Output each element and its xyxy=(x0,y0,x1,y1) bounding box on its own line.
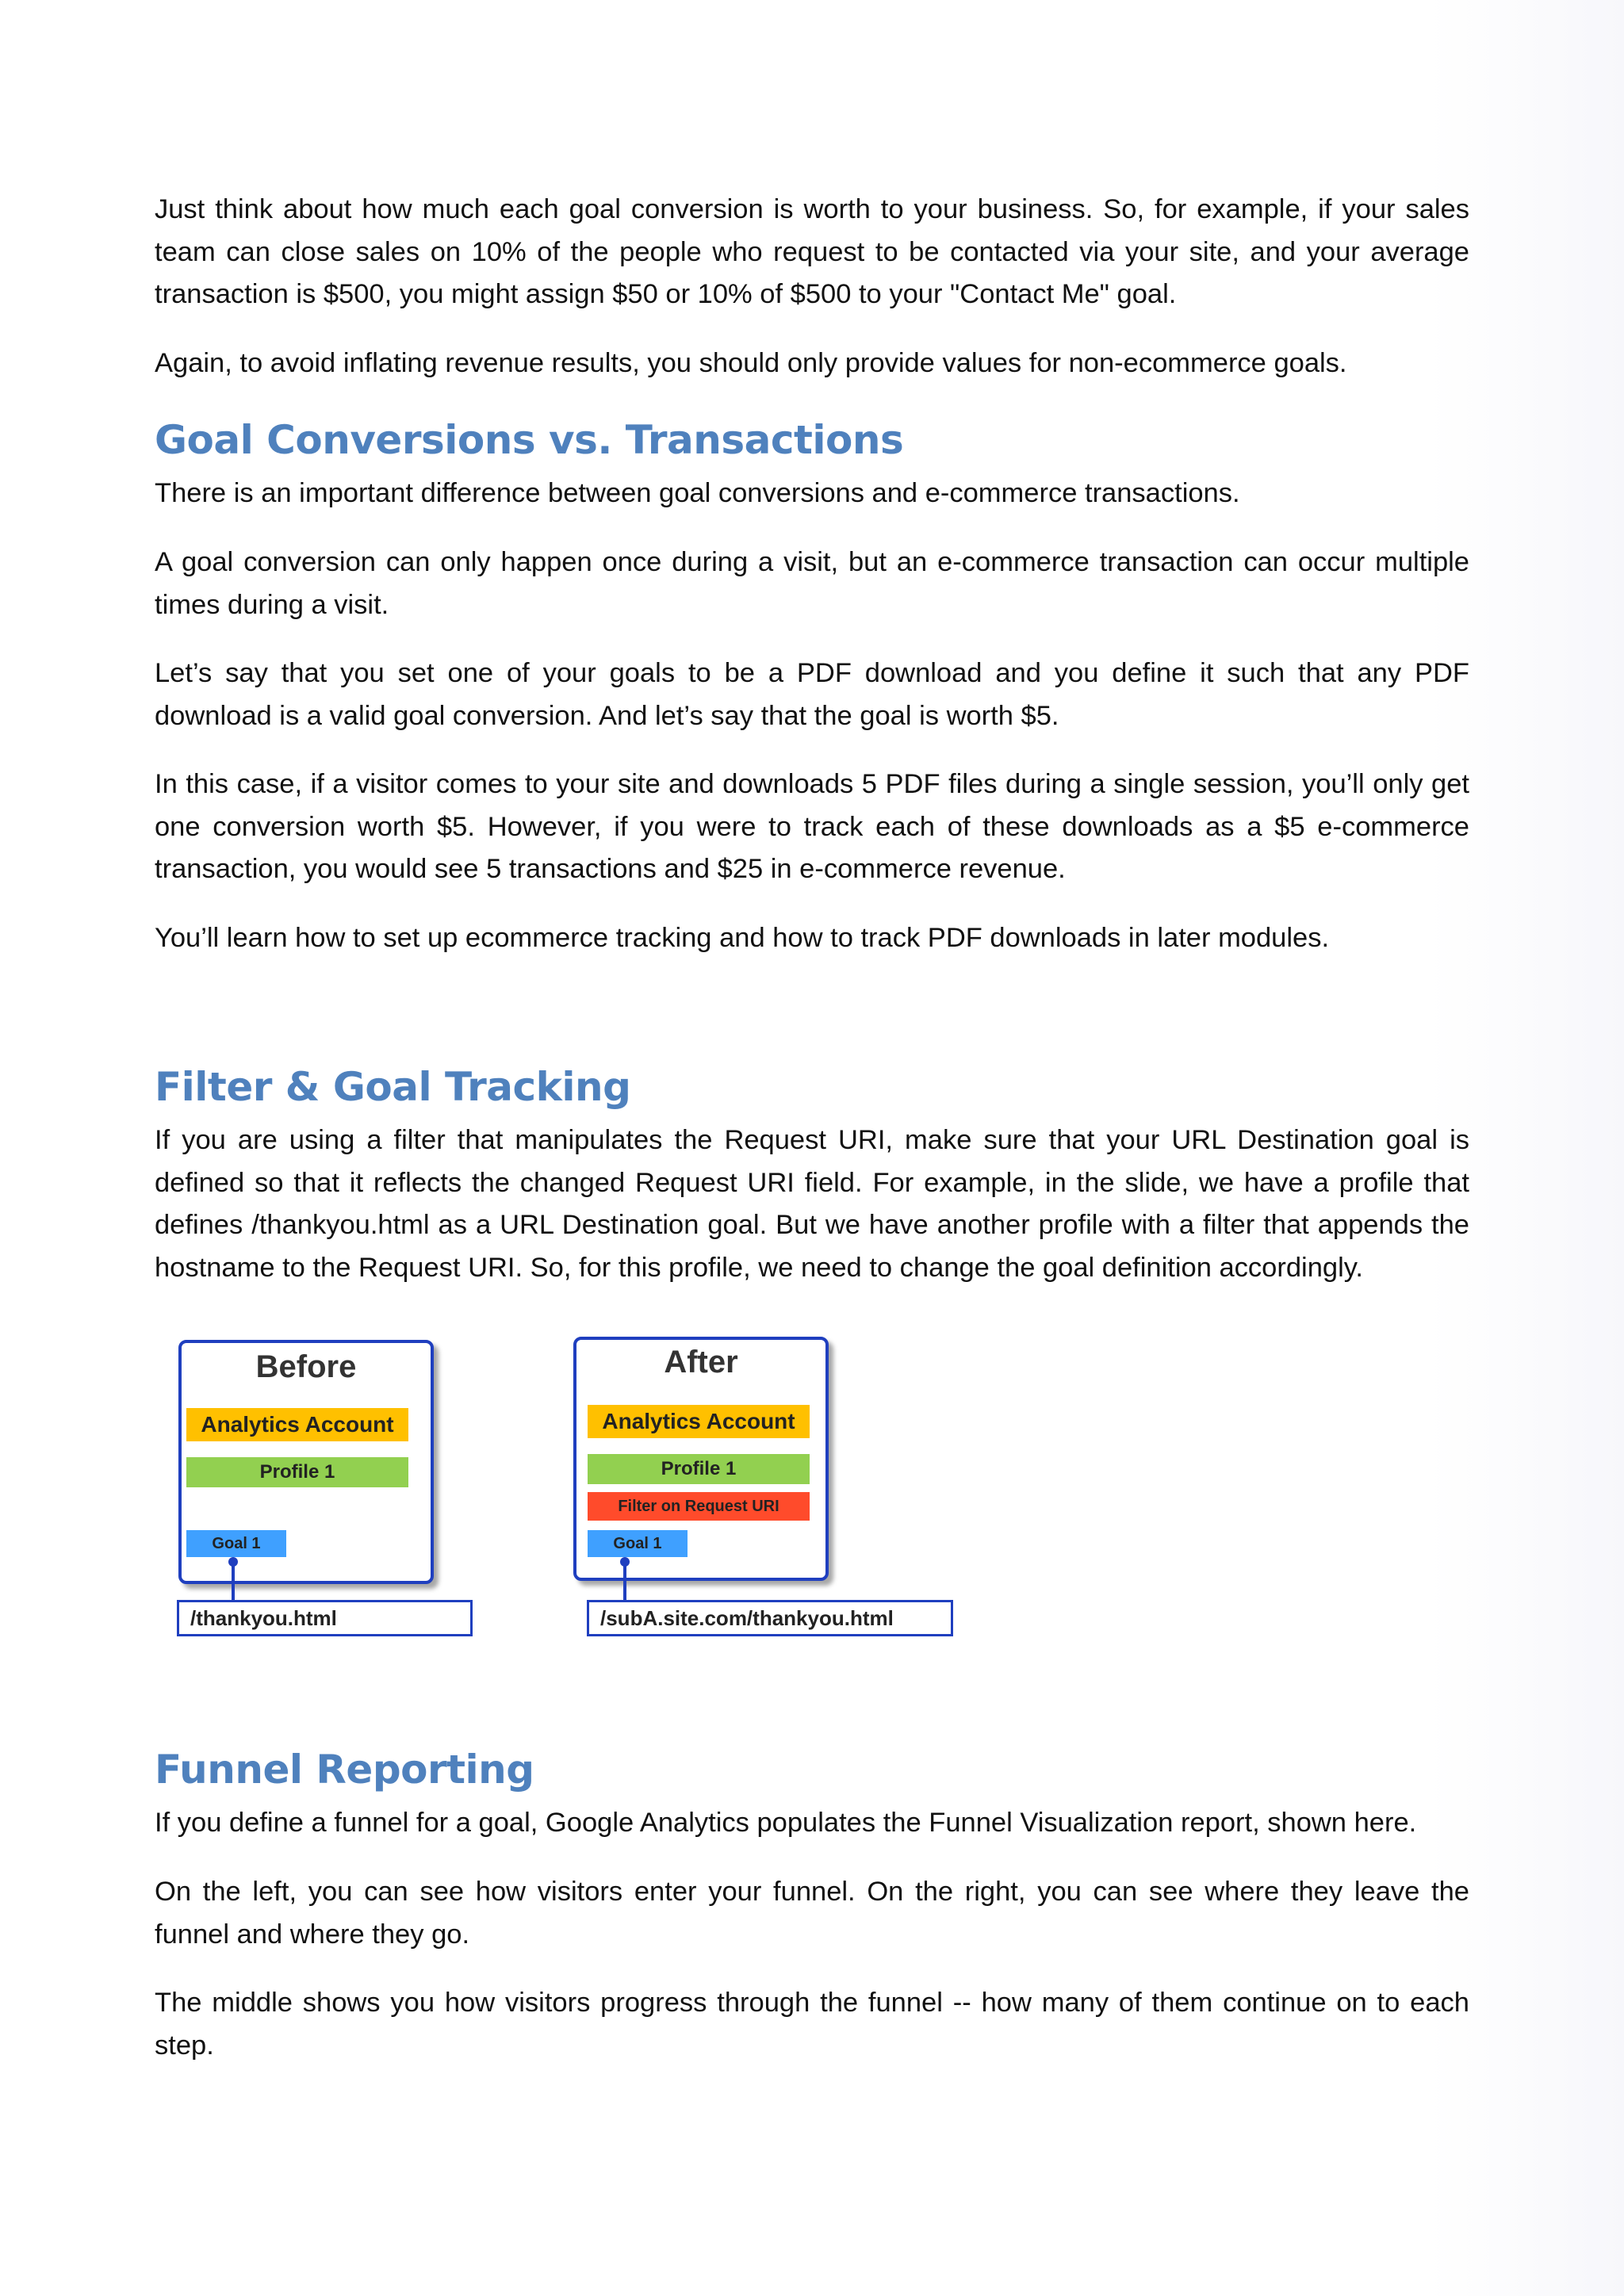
paragraph: If you are using a filter that manipulates the Request URI, make sure that your URL Destination goal is defined so that it reflects the changed Request URI field. For example, in the slide, we have a profile that defines /thankyou.html as a URL Destination goal. But we have another profile with a filter that appends the hostname to the Request URI. So, for this profile, we need to change the goal definition accordingly. xyxy=(155,1125,1469,1283)
section-heading: Filter & Goal Tracking xyxy=(155,1064,631,1110)
connector-dot xyxy=(228,1557,238,1567)
paragraph: Just think about how much each goal conversion is worth to your business. So, for example, if your sales team can close sales on 10% of the people who request to be contacted via your site, and your average transaction is $500, you might assign $50 or 10% of $500 to your "Contact Me" goal. xyxy=(155,194,1469,309)
connector-line xyxy=(232,1562,235,1603)
analytics-account-bar: Analytics Account xyxy=(588,1405,810,1438)
before-title: Before xyxy=(255,1349,357,1384)
analytics-account-bar: Analytics Account xyxy=(186,1408,408,1441)
profile-bar: Profile 1 xyxy=(186,1457,408,1487)
paragraph: If you define a funnel for a goal, Google Analytics populates the Funnel Visualization report, shown here. xyxy=(155,1808,1417,1838)
connector-dot xyxy=(620,1557,630,1567)
paragraph: You’ll learn how to set up ecommerce tracking and how to track PDF downloads in later modules. xyxy=(155,923,1330,953)
before-box xyxy=(178,1340,434,1584)
paragraph: Let’s say that you set one of your goals to be a PDF download and you define it such that any PDF download is a valid goal conversion. And let’s say that the goal is worth $5. xyxy=(155,658,1469,731)
paragraph: Again, to avoid inflating revenue results, you should only provide values for non-ecommerce goals. xyxy=(155,348,1347,378)
after-title: After xyxy=(664,1345,738,1380)
filter-bar: Filter on Request URI xyxy=(588,1492,810,1521)
paragraph: On the left, you can see how visitors enter your funnel. On the right, you can see where they leave the funnel and where they go. xyxy=(155,1877,1469,1950)
profile-bar: Profile 1 xyxy=(588,1454,810,1484)
connector-line xyxy=(623,1562,626,1603)
paragraph: A goal conversion can only happen once during a visit, but an e-commerce transaction can occur multiple times during a visit. xyxy=(155,547,1469,620)
paragraph: The middle shows you how visitors progress through the funnel -- how many of them continue on to each step. xyxy=(155,1988,1469,2061)
section-heading: Funnel Reporting xyxy=(155,1747,534,1793)
paragraph: There is an important difference between goal conversions and e-commerce transactions. xyxy=(155,478,1240,508)
section-heading: Goal Conversions vs. Transactions xyxy=(155,417,904,463)
before-url-box: /thankyou.html xyxy=(177,1600,473,1636)
after-url-box: /subA.site.com/thankyou.html xyxy=(587,1600,953,1636)
goal-bar: Goal 1 xyxy=(588,1530,688,1557)
goal-bar: Goal 1 xyxy=(186,1530,286,1557)
paragraph: In this case, if a visitor comes to your site and downloads 5 PDF files during a single session, you’ll only get one conversion worth $5. However, if you were to track each of these downloads as a $5 e-commerce transaction, you would see 5 transactions and $25 in e-commerce revenue. xyxy=(155,769,1469,884)
after-box xyxy=(573,1337,829,1581)
